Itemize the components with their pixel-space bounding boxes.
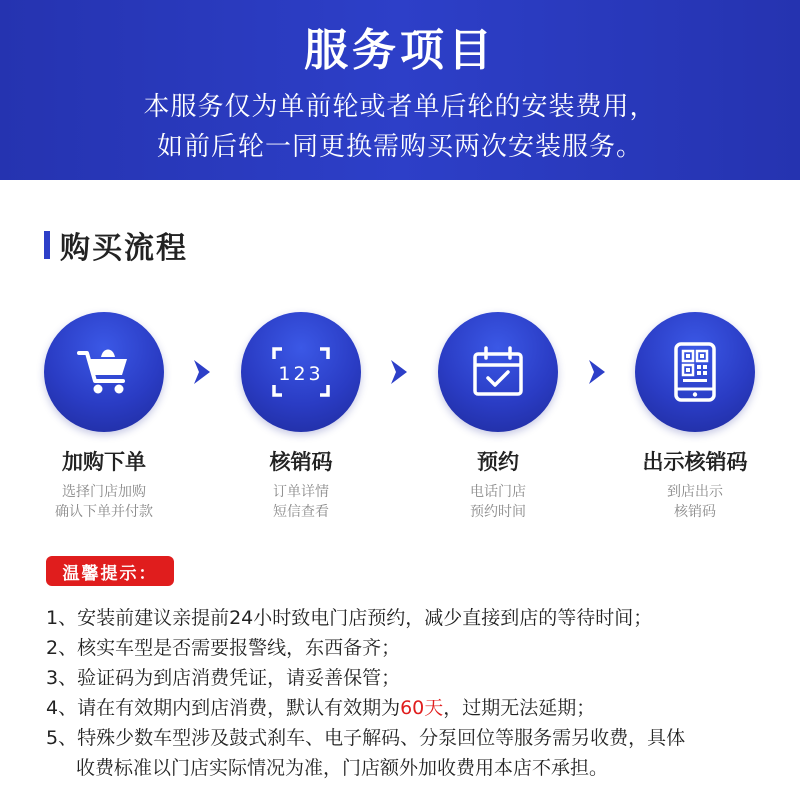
tips-badge: 温馨提示： <box>46 556 174 586</box>
step-label: 加购下单 <box>62 450 146 474</box>
tip-item <box>46 693 766 723</box>
step-add-to-cart <box>4 312 204 522</box>
service-header <box>0 0 800 180</box>
step-circle <box>44 312 164 432</box>
step-circle <box>438 312 558 432</box>
step-circle <box>241 312 361 432</box>
tips-list <box>46 603 766 783</box>
step-desc <box>201 482 401 522</box>
code-123-icon <box>270 345 332 399</box>
section-title <box>44 228 188 266</box>
step-label: 核销码 <box>269 450 333 474</box>
tip-highlight-days: 60天 <box>400 697 444 719</box>
step-verify-code <box>201 312 401 522</box>
step-desc-line1: 电话门店 <box>470 484 526 500</box>
section-title-bar <box>44 231 50 259</box>
tip-item: 1、安装前建议亲提前24小时致电门店预约，减少直接到店的等待时间； <box>46 607 653 629</box>
header-desc-line2: 如前后轮一同更换需购买两次安装服务。 <box>156 132 643 162</box>
step-show-code <box>595 312 795 522</box>
step-label: 出示核销码 <box>642 450 748 474</box>
tip-item: 3、验证码为到店消费凭证，请妥善保管； <box>46 667 401 689</box>
step-desc-line1: 订单详情 <box>273 484 329 500</box>
section-title-text: 购买流程 <box>60 231 188 266</box>
step-appointment <box>398 312 598 522</box>
tip-item-continued: 收费标准以门店实际情况为准，门店额外加收费用本店不承担。 <box>76 757 609 779</box>
step-desc-line2: 确认下单并付款 <box>55 504 153 520</box>
calendar-check-icon <box>471 345 525 399</box>
step-desc-line2: 预约时间 <box>470 504 526 520</box>
phone-qrcode-icon <box>673 341 717 403</box>
step-desc-line2: 核销码 <box>674 504 716 520</box>
code-123-text: 123 <box>278 363 324 385</box>
step-desc <box>595 482 795 522</box>
tip-item-text: 4、请在有效期内到店消费，默认有效期为 <box>46 697 401 719</box>
header-title: 服务项目 <box>304 25 496 76</box>
tip-item-tail: ，过期无法延期； <box>443 697 596 719</box>
shopping-cart-icon <box>75 343 133 401</box>
tip-item: 2、核实车型是否需要报警线，东西备齐； <box>46 637 401 659</box>
step-label: 预约 <box>477 450 519 474</box>
step-desc-line1: 选择门店加购 <box>62 484 146 500</box>
step-desc-line1: 到店出示 <box>667 484 723 500</box>
step-desc-line2: 短信查看 <box>273 504 329 520</box>
step-desc <box>4 482 204 522</box>
tip-item: 5、特殊少数车型涉及鼓式刹车、电子解码、分泵回位等服务需另收费，具体 <box>46 727 686 749</box>
step-desc <box>398 482 598 522</box>
step-circle <box>635 312 755 432</box>
header-desc-line1: 本服务仅为单前轮或者单后轮的安装费用， <box>143 92 657 122</box>
